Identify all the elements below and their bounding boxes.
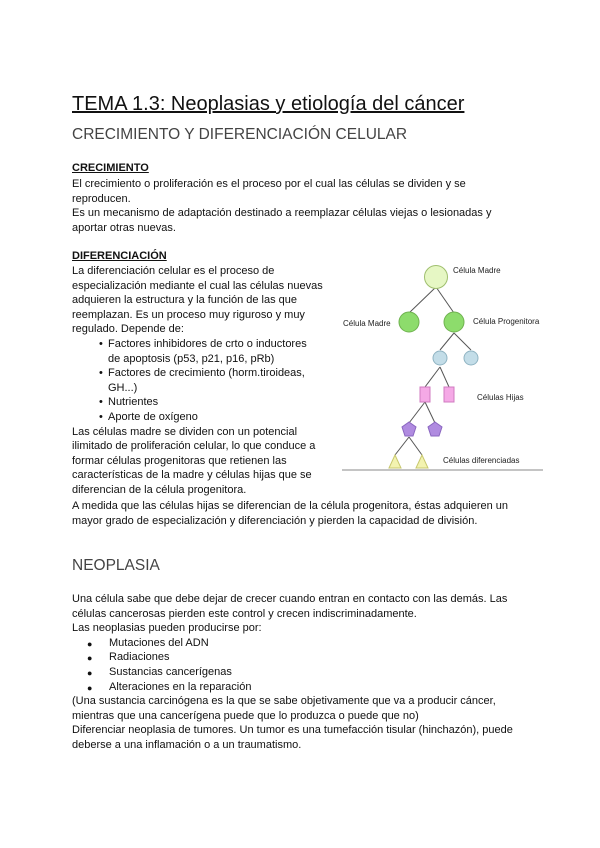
text-line: adquieren la estructura y la función de las que	[72, 294, 298, 307]
text-line: Factores de crecimiento (horm.tiroideas,	[108, 367, 305, 380]
text-line: aportar otras nuevas.	[72, 221, 176, 234]
connector-line	[395, 437, 409, 455]
bullet-icon: ●	[87, 638, 93, 649]
label-celulas-hijas: Células Hijas	[477, 393, 524, 402]
cell-blue-icon	[433, 351, 447, 365]
list-item	[99, 410, 342, 425]
list-item	[87, 680, 552, 695]
bullet-icon: ●	[87, 667, 93, 678]
text-line: (Una sustancia carcinógena es la que se sabe objetivamente que va a producir cáncer,	[72, 695, 496, 708]
diagram-connector-lines	[342, 287, 543, 470]
label-celula-madre-top: Célula Madre	[453, 266, 501, 275]
text-line: GH...)	[108, 381, 138, 394]
text-line: regulado. Depende de:	[72, 323, 184, 336]
crecimiento-paragraph	[72, 177, 542, 235]
text-line: Las neoplasias pueden producirse por:	[72, 622, 262, 635]
connector-line	[440, 333, 454, 350]
bullet-icon: •	[99, 367, 103, 380]
celula-madre-green-icon	[399, 312, 419, 332]
text-line: reproducen.	[72, 192, 131, 205]
text-line: células cancerosas pierden este control y crecen indiscriminadamente.	[72, 607, 417, 620]
text-line: Sustancias cancerígenas	[109, 665, 232, 678]
heading-diferenciacion: DIFERENCIACIÓN	[72, 250, 167, 262]
text-line: A medida que las células hijas se diferencian de la célula progenitora, éstas adquieren un	[72, 500, 509, 512]
list-item	[87, 650, 552, 665]
list-item	[99, 366, 342, 395]
cell-differentiation-diagram	[335, 255, 550, 475]
text-line: Nutrientes	[108, 396, 159, 409]
text-line: diferencian de la célula progenitora.	[72, 483, 247, 496]
connector-line	[440, 367, 449, 387]
text-line: Una célula sabe que debe dejar de crecer cuando entran en contacto con las demás. Las	[72, 593, 508, 605]
label-celula-madre-left: Célula Madre	[343, 319, 391, 328]
celula-diferenciada-icon	[416, 455, 428, 468]
text-line: Las células madre se dividen con un potencial	[72, 425, 298, 438]
celula-hija-icon	[420, 387, 430, 402]
neoplasia-paragraph	[72, 592, 552, 753]
text-line: El crecimiento o proliferación es el proceso por el cual las células se dividen y se	[72, 178, 466, 190]
text-line: Diferenciar neoplasia de tumores. Un tumor es una tumefacción tisular (hinchazón), puede	[72, 724, 513, 737]
text-line: mayor grado de especialización y diferenciación y pierden la capacidad de división.	[72, 514, 478, 527]
list-item	[87, 636, 552, 651]
connector-line	[409, 437, 422, 455]
bullet-icon: •	[99, 337, 103, 350]
list-item	[99, 337, 342, 366]
section-title-neoplasia: NEOPLASIA	[72, 557, 160, 574]
celula-progenitora-icon	[444, 312, 464, 332]
connector-line	[436, 287, 454, 313]
bullet-icon: •	[99, 410, 103, 423]
text-line: formar células progenitoras que retienen las	[72, 454, 287, 467]
text-line: reemplazan. Es un proceso muy riguroso y muy	[72, 308, 305, 321]
text-line: deberse a una inflamación o a un traumatismo.	[72, 738, 302, 751]
bullet-icon: •	[99, 396, 103, 409]
celula-madre-top-icon	[425, 266, 448, 289]
connector-line	[425, 367, 440, 387]
text-line: Radiaciones	[109, 651, 170, 664]
text-line: de apoptosis (p53, p21, p16, pRb)	[108, 352, 275, 365]
celula-hija-icon	[444, 387, 454, 402]
text-line: Mutaciones del ADN	[109, 636, 209, 649]
pentagon-cell-icon	[428, 422, 442, 436]
diferenciacion-paragraph	[72, 264, 342, 498]
cell-blue-icon	[464, 351, 478, 365]
label-celula-progenitora: Célula Progenitora	[473, 317, 540, 326]
connector-line	[409, 402, 425, 423]
text-line: ilimitado de proliferación celular, lo que conduce a	[72, 440, 316, 453]
celula-diferenciada-icon	[389, 455, 401, 468]
causes-list	[87, 636, 552, 694]
connector-line	[409, 287, 436, 313]
connector-line	[454, 333, 471, 350]
bullet-icon: ●	[87, 682, 93, 693]
text-line: Factores inhibidores de crto o inductores	[108, 337, 307, 350]
pentagon-cell-icon	[402, 422, 416, 436]
text-line: La diferenciación celular es el proceso de	[72, 265, 275, 277]
bullet-icon: ●	[87, 653, 93, 664]
heading-crecimiento: CRECIMIENTO	[72, 162, 149, 174]
label-celulas-diferenciadas: Células diferenciadas	[443, 456, 520, 465]
text-line: Es un mecanismo de adaptación destinado a reemplazar células viejas o lesionadas y	[72, 207, 492, 220]
factors-list	[99, 337, 342, 425]
text-line: características de la madre y células hijas que se	[72, 469, 312, 482]
text-line: Alteraciones en la reparación	[109, 680, 252, 693]
diferenciacion-final-paragraph	[72, 499, 552, 528]
text-line: Aporte de oxígeno	[108, 410, 198, 423]
list-item	[87, 665, 552, 680]
connector-line	[425, 402, 435, 423]
section-title-crecimiento-diferenciacion: CRECIMIENTO Y DIFERENCIACIÓN CELULAR	[72, 126, 408, 143]
text-line: mientras que una cancerígena puede que lo produzca o puede que no)	[72, 709, 419, 722]
page-title: TEMA 1.3: Neoplasias y etiología del cáncer	[72, 93, 465, 115]
text-line: especialización mediante el cual las células nuevas	[72, 279, 323, 292]
list-item	[99, 395, 342, 410]
